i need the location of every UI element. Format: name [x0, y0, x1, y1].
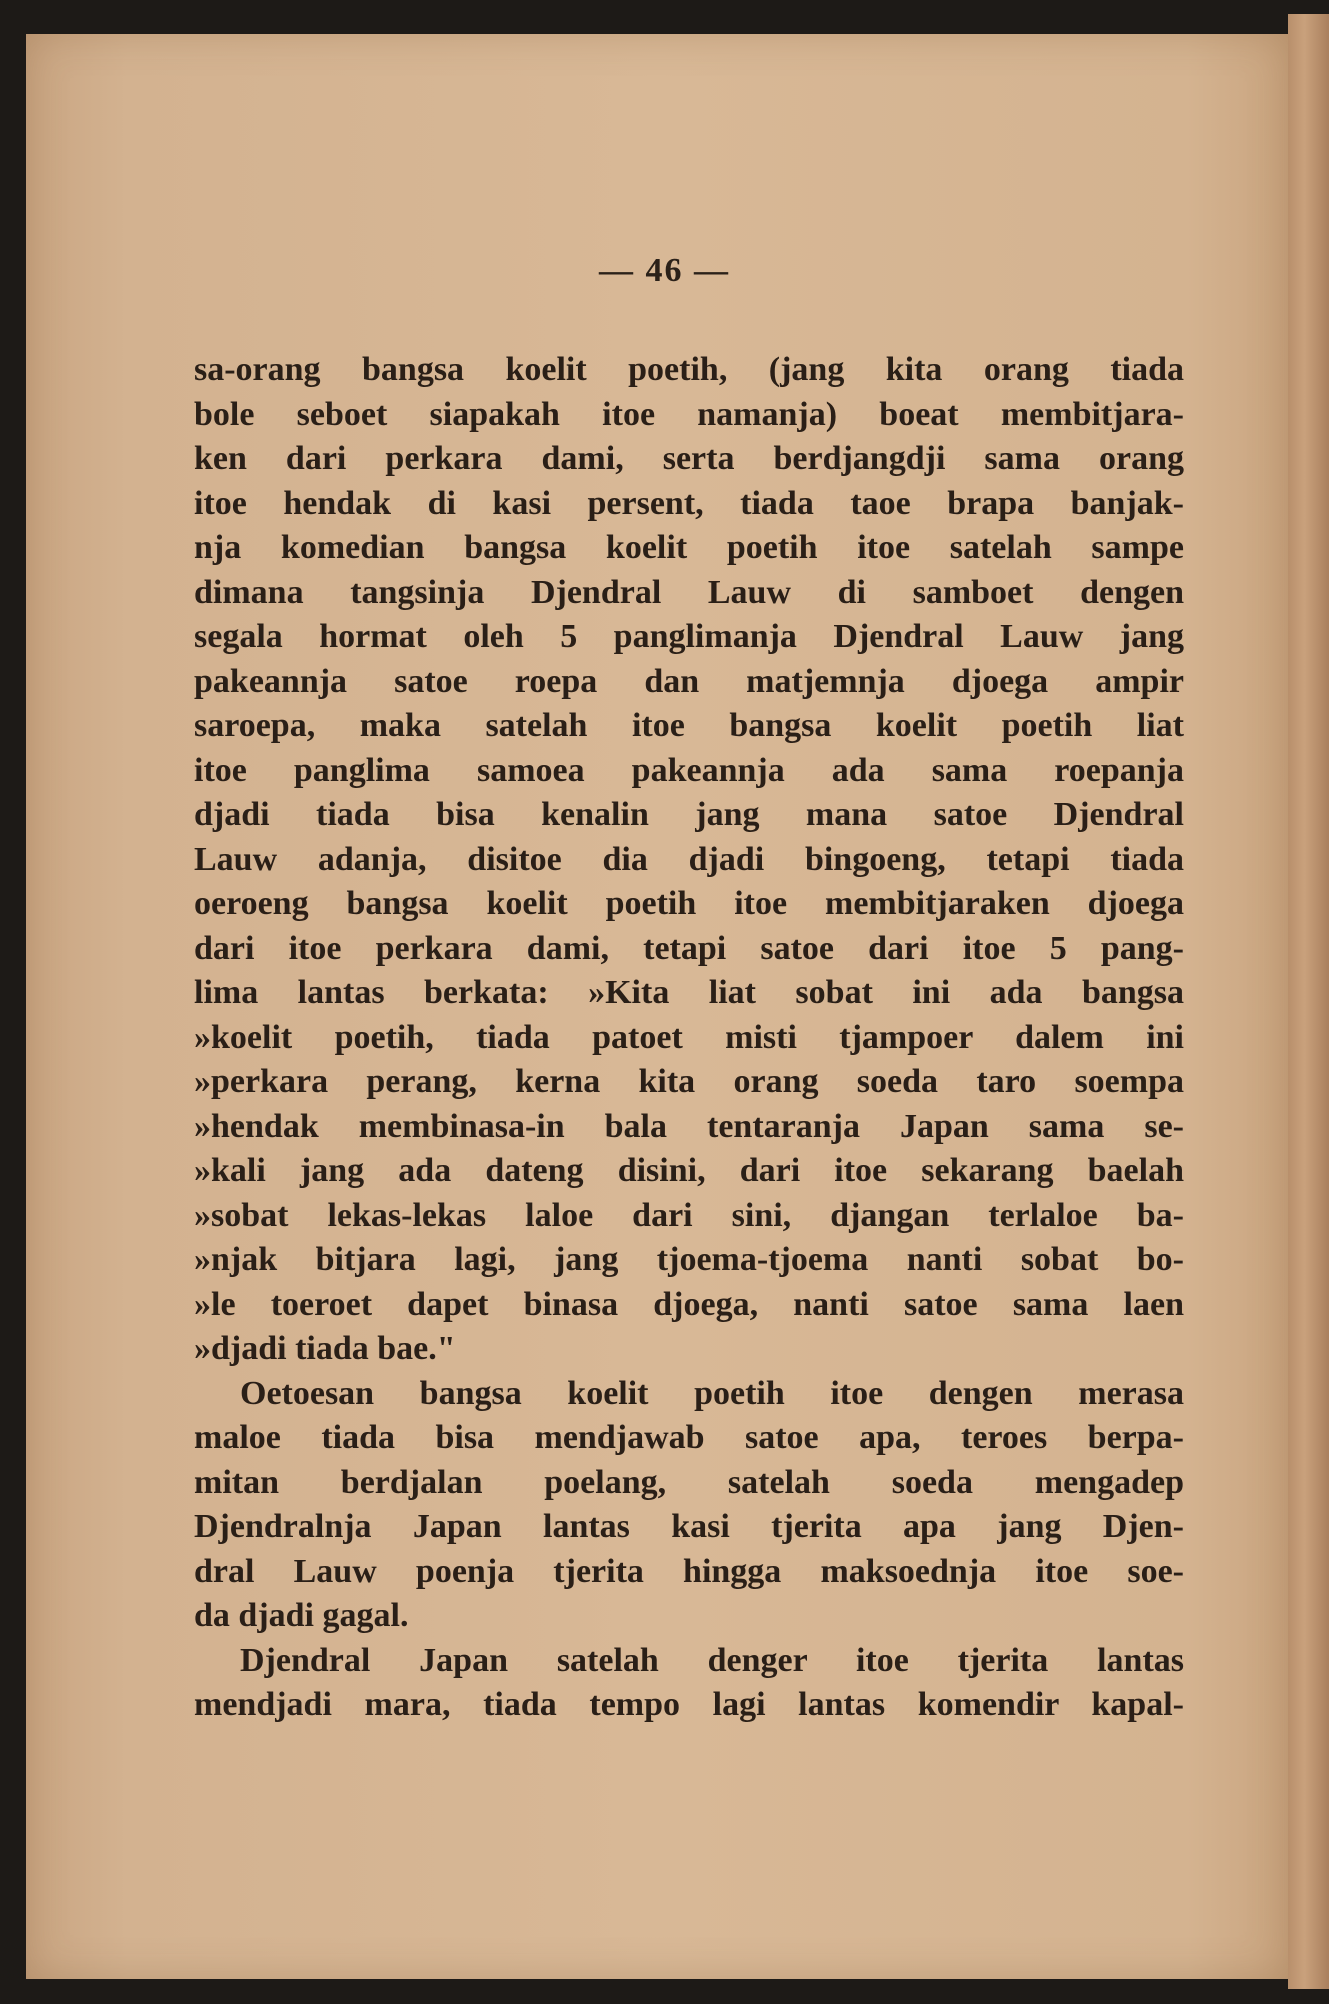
text-line: dimana tangsinja Djendral Lauw di samboet dengen — [194, 573, 1184, 611]
text-line: »hendak membinasa-in bala tentaranja Japan sama se- — [194, 1107, 1184, 1145]
text-line: da djadi gagal. — [194, 1597, 409, 1634]
page-number: — 46 — — [599, 252, 730, 289]
text-line: maloe tiada bisa mendjawab satoe apa, teroes berpa- — [194, 1419, 1184, 1456]
text-line: nja komedian bangsa koelit poetih itoe satelah sampe — [194, 529, 1184, 566]
text-line: dral Lauw poenja tjerita hingga maksoednja itoe soe- — [194, 1552, 1184, 1590]
text-line: »njak bitjara lagi, jang tjoema-tjoema nanti sobat bo- — [194, 1241, 1184, 1278]
text-line: »kali jang ada dateng disini, dari itoe sekarang baelah — [194, 1152, 1184, 1189]
text-line: »koelit poetih, tiada patoet misti tjampoer dalem ini — [194, 1018, 1184, 1056]
text-line: djadi tiada bisa kenalin jang mana satoe Djendral — [194, 796, 1184, 833]
text-line: pakeannja satoe roepa dan matjemnja djoega ampir — [194, 662, 1184, 700]
text-line: mendjadi mara, tiada tempo lagi lantas komendir kapal- — [194, 1686, 1184, 1723]
text-line: oeroeng bangsa koelit poetih itoe membitjaraken djoega — [194, 885, 1184, 922]
text-line: segala hormat oleh 5 panglimanja Djendral Lauw jang — [194, 618, 1184, 655]
text-line: »djadi tiada bae." — [194, 1330, 456, 1367]
text-line: itoe panglima samoea pakeannja ada sama roepanja — [194, 751, 1184, 789]
text-line: bole seboet siapakah itoe namanja) boeat membitjara- — [194, 395, 1184, 433]
text-line: Djendral Japan satelah denger itoe tjerita lantas — [240, 1641, 1184, 1679]
text-line: sa-orang bangsa koelit poetih, (jang kita orang tiada — [194, 351, 1184, 388]
text-line: ken dari perkara dami, serta berdjangdji sama orang — [194, 440, 1184, 477]
body-text — [194, 348, 1184, 1728]
text-line: saroepa, maka satelah itoe bangsa koelit poetih liat — [194, 707, 1184, 744]
text-line: mitan berdjalan poelang, satelah soeda mengadep — [194, 1463, 1184, 1501]
text-line: Lauw adanja, disitoe dia djadi bingoeng, tetapi tiada — [194, 840, 1184, 878]
text-line: »perkara perang, kerna kita orang soeda taro soempa — [194, 1063, 1184, 1100]
text-line: lima lantas berkata: »Kita liat sobat ini ada bangsa — [194, 974, 1184, 1011]
text-line: »le toeroet dapet binasa djoega, nanti satoe sama laen — [194, 1285, 1184, 1323]
text-line: itoe hendak di kasi persent, tiada taoe brapa banjak- — [194, 484, 1184, 522]
page-edge — [1288, 14, 1329, 1989]
text-line: dari itoe perkara dami, tetapi satoe dari itoe 5 pang- — [194, 929, 1184, 967]
text-line: »sobat lekas-lekas laloe dari sini, djangan terlaloe ba- — [194, 1196, 1184, 1234]
text-line: Oetoesan bangsa koelit poetih itoe dengen merasa — [240, 1374, 1184, 1412]
text-line: Djendralnja Japan lantas kasi tjerita apa jang Djen- — [194, 1508, 1184, 1545]
